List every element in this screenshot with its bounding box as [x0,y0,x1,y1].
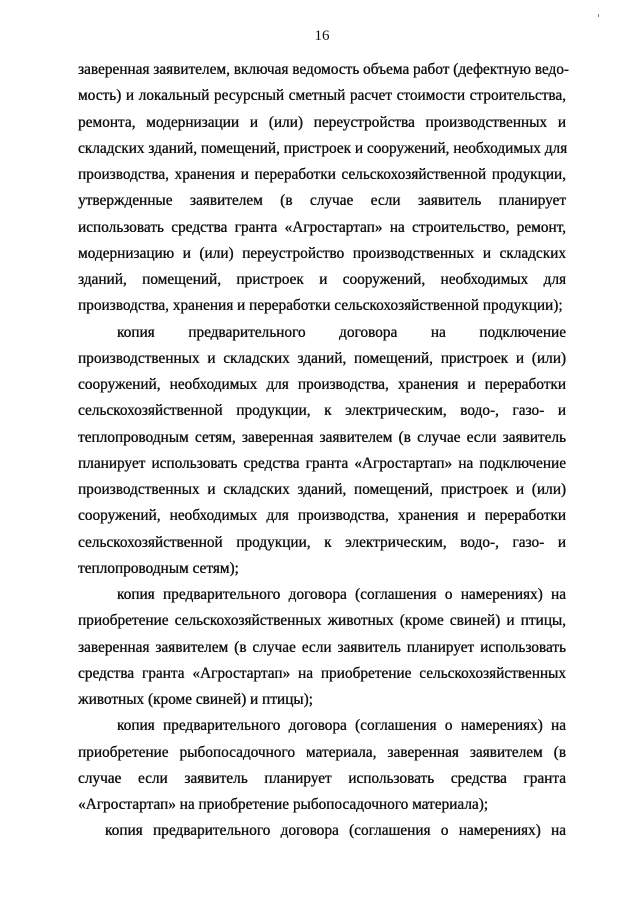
text-line: животных (кроме свиней) и птицы); [78,691,313,708]
text-line: «Агростартап» на приобретение рыбопосадочного материала); [78,796,489,813]
text-line: производственных и складских зданий, помещений, пристроек и (или) [78,481,566,498]
text-line: планирует использовать средства гранта «Агростартап» на подключение [78,454,566,472]
text-line: приобретение сельскохозяйственных животных (кроме свиней) и птицы, [78,612,566,630]
text-line: модернизацию и (или) переустройство производственных и складских [78,244,566,262]
scan-speck [598,14,599,17]
text-line: производства, хранения и переработки сельскохозяйственной продукции, [78,166,566,183]
text-line: копия предварительного договора (соглашения о намерениях) на [117,586,566,603]
text-line: копия предварительного договора (соглашения о намерениях) на [117,717,566,735]
text-line: использовать средства гранта «Агростартап» на строительство, ремонт, [78,218,566,236]
text-line: мость) и локальный ресурсный сметный расчет стоимости строительства, [78,87,566,105]
text-line: теплопроводным сетям, заверенная заявителем (в случае если заявитель [78,428,566,446]
text-line: заверенная заявителем (в случае если заявитель планирует использовать [78,638,566,656]
text-line: складских зданий, помещений, пристроек и сооружений, необходимых для [78,139,568,157]
text-line: утвержденные заявителем (в случае если заявитель планирует [78,192,566,210]
text-line: теплопроводным сетям); [78,559,239,577]
text-line: сельскохозяйственной продукции, к электрическим, водо-, газо- и [78,402,566,420]
text-line: сельскохозяйственной продукции, к электрическим, водо-, газо- и [78,533,566,551]
text-line: случае если заявитель планирует использовать средства гранта [78,769,566,787]
document-body [78,57,569,845]
text-line: сооружений, необходимых для производства, хранения и переработки [78,376,566,393]
text-line: ремонта, модернизации и (или) переустройства производственных и [78,113,566,131]
text-line: средства гранта «Агростартап» на приобретение сельскохозяйственных [78,664,566,682]
text-line: сооружений, необходимых для производства, хранения и переработки [78,507,566,525]
text-line: приобретение рыбопосадочного материала, заверенная заявителем (в [78,743,566,761]
text-line: копия предварительного договора на подключение [117,323,566,341]
text-line: производственных и складских зданий, помещений, пристроек и (или) [78,349,566,367]
text-line: производства, хранения и переработки сельскохозяйственной продукции); [78,297,563,315]
text-line: зданий, помещений, пристроек и сооружений, необходимых для [78,271,566,288]
page-number: 16 [314,28,330,44]
text-line: копия предварительного договора (соглашения о намерениях) на [105,822,566,840]
text-line: заверенная заявителем, включая ведомость объема работ (дефектную ведо- [78,61,569,78]
